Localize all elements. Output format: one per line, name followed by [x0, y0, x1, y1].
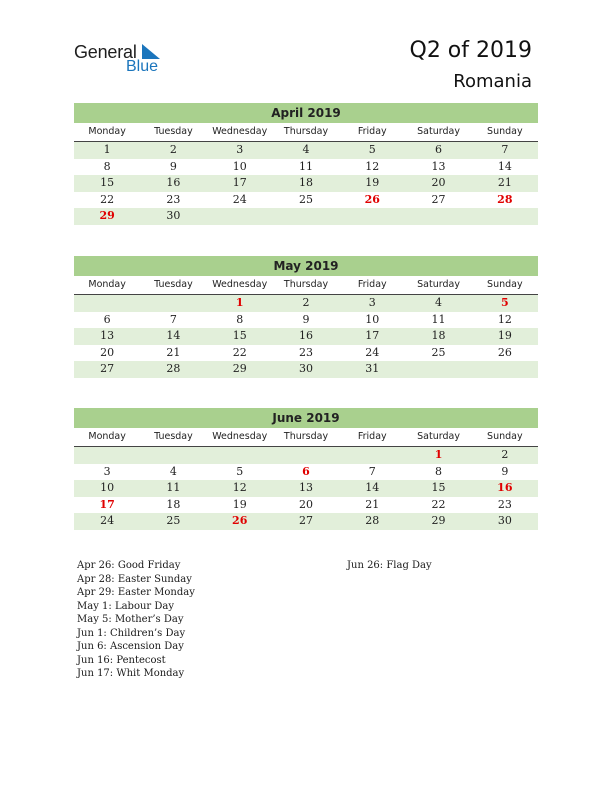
weekday-label: Sunday — [487, 431, 523, 442]
week-row — [74, 208, 538, 225]
day-cell: 22 — [431, 497, 446, 511]
week-row — [74, 175, 538, 192]
day-cell: 11 — [166, 481, 181, 495]
day-cell: 5 — [368, 143, 376, 156]
weekday-label: Monday — [88, 279, 126, 290]
day-cell — [74, 447, 140, 464]
day-cell: 7 — [169, 312, 177, 326]
week-row — [74, 480, 538, 497]
day-cell: 28 — [365, 514, 380, 528]
day-cell: 27 — [298, 514, 313, 528]
day-cell: 14 — [365, 481, 380, 495]
day-cell: 13 — [100, 329, 115, 343]
day-cell: 27 — [100, 362, 115, 376]
weekday-label: Monday — [88, 431, 126, 442]
weekday-label: Thursday — [283, 279, 329, 290]
day-cell: 12 — [497, 312, 512, 326]
day-cell: 21 — [166, 345, 181, 359]
day-cell: 24 — [365, 345, 380, 359]
week-row — [74, 497, 538, 514]
day-cell: 20 — [431, 176, 446, 190]
holiday-note: Jun 17: Whit Monday — [77, 668, 185, 679]
day-cell — [273, 208, 339, 225]
week-row — [74, 192, 538, 209]
day-cell: 29 — [232, 362, 247, 376]
weekday-label: Wednesday — [212, 126, 268, 137]
day-cell: 8 — [236, 312, 244, 326]
weekday-label: Wednesday — [212, 431, 268, 442]
day-cell: 31 — [365, 362, 380, 376]
day-cell: 16 — [166, 176, 181, 190]
week-row — [74, 312, 538, 329]
month-title: May 2019 — [74, 256, 538, 276]
weekday-label: Friday — [357, 431, 387, 442]
week-row — [74, 142, 538, 159]
week-row — [74, 513, 538, 530]
holiday-day-cell: 6 — [302, 464, 310, 478]
weekday-label: Friday — [357, 279, 387, 290]
month-calendar — [74, 256, 538, 378]
day-cell: 17 — [365, 329, 380, 343]
week-row — [74, 447, 538, 464]
holiday-note: Apr 28: Easter Sunday — [77, 573, 192, 585]
day-cell: 29 — [431, 514, 446, 528]
weekday-header-row — [74, 428, 538, 447]
day-cell: 27 — [431, 192, 446, 206]
holiday-note: Jun 16: Pentecost — [77, 654, 166, 666]
day-cell: 2 — [501, 448, 509, 461]
day-cell: 25 — [431, 345, 446, 359]
holiday-note: May 1: Labour Day — [77, 600, 174, 612]
weekday-label: Friday — [357, 126, 387, 137]
day-cell: 12 — [365, 159, 380, 173]
day-cell — [339, 208, 405, 225]
day-cell: 9 — [169, 159, 177, 173]
day-cell: 12 — [232, 481, 247, 495]
holiday-note: Jun 26: Flag Day — [347, 560, 432, 571]
day-cell: 30 — [298, 362, 313, 376]
day-cell — [207, 447, 273, 464]
logo-blue-text: Blue — [126, 58, 159, 75]
country-name: Romania — [453, 71, 532, 92]
day-cell: 22 — [232, 345, 247, 359]
weekday-label: Monday — [88, 126, 126, 137]
day-cell: 9 — [501, 464, 509, 478]
day-cell — [339, 447, 405, 464]
day-cell: 9 — [302, 312, 310, 326]
weekday-label: Sunday — [487, 126, 523, 137]
day-cell: 23 — [166, 192, 181, 206]
day-cell: 4 — [302, 143, 310, 156]
day-cell: 15 — [431, 481, 446, 495]
month-title: April 2019 — [74, 103, 538, 123]
day-cell: 25 — [298, 192, 313, 206]
month-title: June 2019 — [74, 408, 538, 428]
day-cell: 3 — [103, 464, 111, 478]
holiday-day-cell: 1 — [235, 296, 244, 309]
day-cell: 21 — [497, 176, 512, 190]
day-cell: 30 — [497, 514, 512, 528]
holiday-day-cell: 1 — [434, 448, 443, 461]
day-cell: 1 — [103, 143, 111, 156]
day-cell: 25 — [166, 514, 181, 528]
week-row — [74, 464, 538, 481]
holiday-note: Apr 29: Easter Monday — [77, 587, 195, 598]
holiday-day-cell: 17 — [99, 497, 115, 511]
day-cell: 10 — [100, 481, 115, 495]
day-cell: 10 — [365, 312, 380, 326]
holiday-day-cell: 16 — [497, 481, 513, 495]
day-cell: 11 — [431, 312, 446, 326]
day-cell: 30 — [166, 209, 181, 223]
weekday-header-row — [74, 276, 538, 295]
day-cell — [273, 447, 339, 464]
day-cell: 18 — [298, 176, 313, 190]
day-cell: 23 — [497, 497, 512, 511]
day-cell: 20 — [100, 345, 115, 359]
weekday-label: Thursday — [283, 431, 329, 442]
week-row — [74, 328, 538, 345]
day-cell — [472, 361, 538, 378]
holiday-note: May 5: Mother’s Day — [77, 614, 184, 625]
weekday-label: Tuesday — [154, 279, 193, 290]
weekday-label: Wednesday — [212, 279, 268, 290]
logo-general-text: General — [74, 42, 137, 62]
holiday-day-cell: 26 — [232, 514, 248, 528]
day-cell: 3 — [368, 296, 376, 309]
week-row — [74, 159, 538, 176]
day-cell: 5 — [236, 464, 244, 478]
day-cell: 28 — [166, 362, 181, 376]
day-cell: 24 — [232, 192, 247, 206]
holiday-notes-left — [77, 559, 195, 681]
week-row — [74, 361, 538, 378]
holiday-note: Jun 1: Children’s Day — [77, 627, 186, 639]
holiday-note: Jun 6: Ascension Day — [77, 641, 184, 652]
day-cell: 10 — [232, 159, 247, 173]
day-cell: 19 — [232, 497, 247, 511]
day-cell: 24 — [100, 514, 115, 528]
weekday-header-row — [74, 123, 538, 142]
day-cell: 6 — [103, 312, 111, 326]
day-cell: 13 — [431, 159, 446, 173]
page-title: Q2 of 2019 — [409, 38, 532, 63]
day-cell: 16 — [298, 329, 313, 343]
day-cell: 7 — [501, 143, 509, 156]
day-cell: 17 — [232, 176, 247, 190]
holiday-note: Apr 26: Good Friday — [77, 560, 181, 571]
day-cell — [140, 295, 206, 312]
day-cell: 14 — [497, 159, 512, 173]
day-cell: 4 — [435, 296, 443, 309]
month-calendar — [74, 408, 538, 530]
weekday-label: Tuesday — [154, 431, 193, 442]
day-cell — [140, 447, 206, 464]
weekday-label: Tuesday — [154, 126, 193, 137]
day-cell: 20 — [298, 497, 313, 511]
week-row — [74, 345, 538, 362]
holiday-notes-right — [347, 559, 432, 573]
weekday-label: Saturday — [417, 431, 460, 442]
day-cell: 8 — [435, 464, 443, 478]
day-cell — [405, 208, 471, 225]
day-cell — [74, 295, 140, 312]
day-cell: 15 — [100, 176, 115, 190]
day-cell: 19 — [497, 329, 512, 343]
weekday-label: Sunday — [487, 279, 523, 290]
day-cell: 18 — [166, 497, 181, 511]
holiday-day-cell: 28 — [497, 192, 513, 206]
day-cell: 14 — [166, 329, 181, 343]
weekday-label: Saturday — [417, 126, 460, 137]
weekday-label: Saturday — [417, 279, 460, 290]
day-cell: 11 — [298, 159, 313, 173]
week-row — [74, 295, 538, 312]
day-cell: 22 — [100, 192, 115, 206]
month-calendar — [74, 103, 538, 225]
day-cell: 19 — [365, 176, 380, 190]
day-cell — [472, 208, 538, 225]
day-cell: 26 — [497, 345, 512, 359]
holiday-day-cell: 29 — [99, 209, 115, 223]
weekday-label: Thursday — [283, 126, 329, 137]
holiday-day-cell: 5 — [501, 296, 509, 309]
day-cell: 3 — [236, 143, 244, 156]
day-cell: 2 — [302, 296, 310, 309]
day-cell — [207, 208, 273, 225]
logo — [74, 42, 174, 78]
day-cell: 6 — [435, 143, 443, 156]
day-cell: 21 — [365, 497, 380, 511]
day-cell: 2 — [169, 143, 177, 156]
day-cell: 8 — [103, 159, 111, 173]
day-cell: 13 — [298, 481, 313, 495]
day-cell: 7 — [368, 464, 376, 478]
day-cell: 4 — [169, 464, 177, 478]
day-cell: 18 — [431, 329, 446, 343]
holiday-day-cell: 26 — [364, 192, 380, 206]
day-cell: 15 — [232, 329, 247, 343]
day-cell: 23 — [298, 345, 313, 359]
day-cell — [405, 361, 471, 378]
